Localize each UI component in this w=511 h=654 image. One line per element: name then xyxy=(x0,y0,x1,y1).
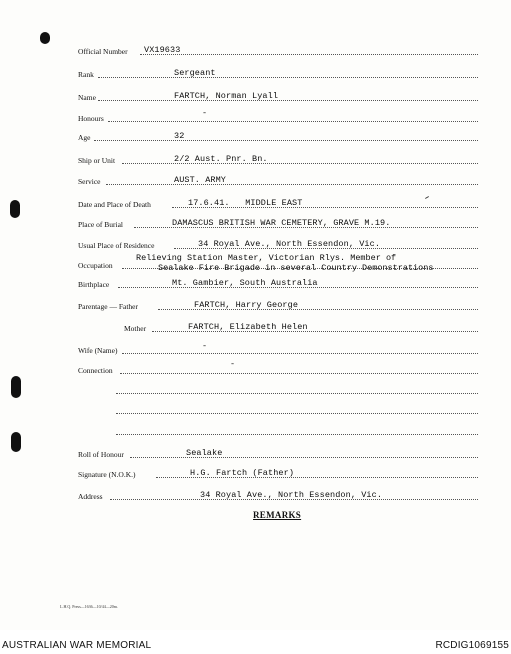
mother-label: Mother xyxy=(124,324,147,333)
occupation-label: Occupation xyxy=(78,261,113,270)
punch-hole-upper xyxy=(10,200,20,218)
rank-label: Rank xyxy=(78,70,94,79)
occupation-value-line1: Relieving Station Master, Victorian Rlys. Member of xyxy=(136,253,397,263)
connection-value: - xyxy=(230,359,236,369)
occupation-value-line2: Sealake Fire Brigade in several Country Demonstrations xyxy=(158,263,434,273)
wife-value: - xyxy=(202,341,208,351)
address-label: Address xyxy=(78,492,103,501)
roll-of-honour-row xyxy=(78,446,478,459)
service-row xyxy=(78,173,478,186)
punch-hole-lower xyxy=(11,376,21,398)
ship-or-unit-row xyxy=(78,152,478,165)
name-row xyxy=(78,89,478,102)
official-number-label: Official Number xyxy=(78,47,128,56)
connection-row xyxy=(78,359,478,375)
roll-of-honour-label: Roll of Honour xyxy=(78,450,124,459)
punch-hole-bottom xyxy=(11,432,21,452)
date-place-death-label: Date and Place of Death xyxy=(78,200,151,209)
name-value: FARTCH, Norman Lyall xyxy=(174,91,279,101)
roll-of-honour-value: Sealake xyxy=(186,448,223,458)
rank-row xyxy=(78,66,478,79)
age-label: Age xyxy=(78,133,91,142)
official-number-row xyxy=(78,43,478,56)
punch-hole-top xyxy=(40,32,50,44)
age-value: 32 xyxy=(174,131,185,141)
ship-or-unit-value: 2/2 Aust. Pnr. Bn. xyxy=(174,154,268,164)
place-burial-label: Place of Burial xyxy=(78,220,123,229)
rank-value: Sergeant xyxy=(174,68,216,78)
place-burial-value: DAMASCUS BRITISH WAR CEMETERY, GRAVE M.19. xyxy=(172,218,391,228)
signature-label: Signature (N.O.K.) xyxy=(78,470,136,479)
blank-line-2 xyxy=(78,402,478,415)
place-burial-row xyxy=(78,216,478,229)
blank-line-3 xyxy=(78,423,478,436)
service-value: AUST. ARMY xyxy=(174,175,227,185)
honours-row xyxy=(78,110,478,123)
archive-id: RCDIG1069155 xyxy=(435,640,509,651)
wife-label: Wife (Name) xyxy=(78,346,118,355)
birthplace-row xyxy=(78,276,478,289)
signature-row xyxy=(78,466,478,479)
service-label: Service xyxy=(78,177,101,186)
age-row xyxy=(78,129,478,142)
archive-footer xyxy=(0,632,511,654)
date-place-death-value: 17.6.41. MIDDLE EAST xyxy=(188,198,303,208)
name-label: Name xyxy=(78,93,96,102)
honours-label: Honours xyxy=(78,114,104,123)
blank-line-1 xyxy=(78,382,478,395)
birthplace-value: Mt. Gambier, South Australia xyxy=(172,278,318,288)
birthplace-label: Birthplace xyxy=(78,280,110,289)
remarks-heading: REMARKS xyxy=(253,510,302,520)
usual-residence-label: Usual Place of Residence xyxy=(78,241,155,250)
parentage-father-label: Parentage — Father xyxy=(78,302,138,311)
usual-residence-row xyxy=(78,237,478,250)
print-note: L.H.Q. Press—1636—10/44—20m. xyxy=(60,604,118,609)
usual-residence-value: 34 Royal Ave., North Essendon, Vic. xyxy=(198,239,381,249)
occupation-row xyxy=(78,253,478,273)
ship-or-unit-label: Ship or Unit xyxy=(78,156,116,165)
mother-value: FARTCH, Elizabeth Helen xyxy=(188,322,308,332)
connection-label: Connection xyxy=(78,366,113,375)
parentage-father-row xyxy=(78,298,478,311)
archive-name: AUSTRALIAN WAR MEMORIAL xyxy=(2,640,152,651)
honours-value: - xyxy=(202,108,208,118)
date-place-death-row xyxy=(78,196,478,209)
mother-row xyxy=(78,320,478,333)
address-value: 34 Royal Ave., North Essendon, Vic. xyxy=(200,490,383,500)
signature-value: H.G. Fartch (Father) xyxy=(190,468,295,478)
official-number-value: VX19633 xyxy=(144,45,181,55)
parentage-father-value: FARTCH, Harry George xyxy=(194,300,299,310)
wife-row xyxy=(78,342,478,355)
address-row xyxy=(78,488,478,501)
